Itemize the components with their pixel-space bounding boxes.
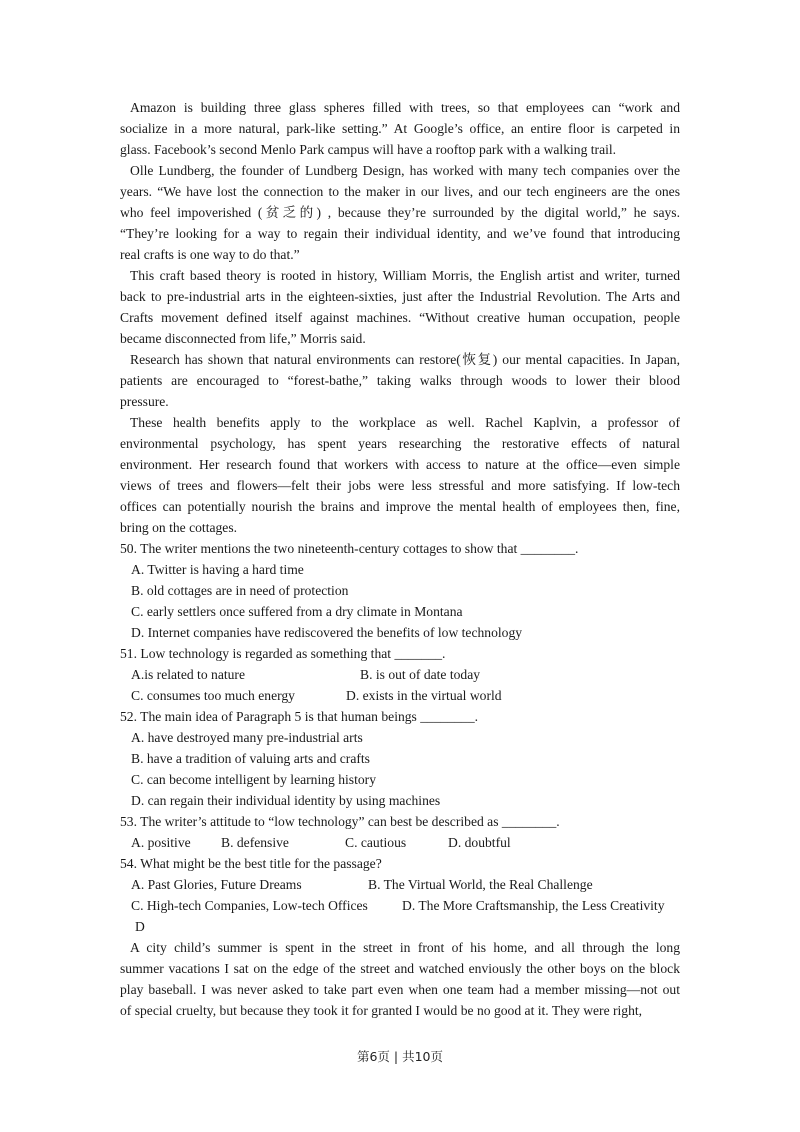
text-line: These health benefits apply to the workplace as well. Rachel Kaplvin, a professor of (130, 415, 680, 430)
paragraph (120, 160, 680, 265)
question-stem: 51. Low technology is regarded as something that _______. (120, 646, 446, 661)
option-b: B. defensive (221, 835, 289, 850)
option-d: D. exists in the virtual world (346, 688, 502, 703)
text-line: back to pre-industrial arts in the eighteen-sixties, just after the Industrial Revolution. The Arts and (120, 289, 680, 304)
text-line: Olle Lundberg, the founder of Lundberg Design, has worked with many tech companies over the (130, 163, 680, 178)
question-stem: 53. The writer’s attitude to “low technology” can best be described as ________. (120, 814, 560, 829)
section-label: D (135, 919, 145, 934)
option-a: A. positive (131, 835, 191, 850)
text-line: Amazon is building three glass spheres filled with trees, so that employees can “work and (130, 100, 680, 115)
page-number: 第6页 | 共10页 (356, 1049, 444, 1064)
text-line: Crafts movement defined itself against machines. “Without creative human occupation, people (120, 310, 680, 325)
text-line: views of trees and flowers—felt their jobs were less stressful and more satisfying. If low-tech (120, 478, 680, 493)
paragraph (120, 937, 680, 1021)
question-stem: 50. The writer mentions the two nineteenth-century cottages to show that ________. (120, 541, 579, 556)
text-line: glass. Facebook’s second Menlo Park campus will have a rooftop park with a walking trail. (120, 142, 617, 157)
text-line: bring on the cottages. (120, 520, 238, 535)
text-line: environmental psychology, has spent years researching the restorative effects of natural (120, 436, 680, 451)
option-a: A. Past Glories, Future Dreams (131, 877, 302, 892)
passage (120, 97, 680, 538)
paragraph (120, 412, 680, 538)
text-line: became disconnected from life,” Morris said. (120, 331, 366, 346)
option-d: D. Internet companies have rediscovered the benefits of low technology (131, 625, 523, 640)
text-line: Research has shown that natural environments can restore(恢复) our mental capacities. In Japan, (130, 352, 680, 367)
text-line: A city child’s summer is spent in the street in front of his home, and all through the long (130, 940, 680, 955)
paragraph (120, 349, 680, 412)
question-51 (120, 643, 680, 706)
question-54 (120, 853, 680, 916)
option-c: C. cautious (345, 835, 407, 850)
option-b: B. The Virtual World, the Real Challenge (368, 877, 593, 892)
text-line: play baseball. I was never asked to take part even when one team had a member missing—not out (120, 982, 680, 997)
option-c: C. early settlers once suffered from a dry climate in Montana (131, 604, 463, 619)
option-a: A.is related to nature (131, 667, 245, 682)
option-b: B. is out of date today (360, 667, 481, 682)
text-line: environment. Her research found that workers with access to nature at the office—even simple (120, 457, 680, 472)
passage-d (120, 937, 680, 1021)
paragraph (120, 265, 680, 349)
option-b: B. old cottages are in need of protection (131, 583, 349, 598)
option-a: A. have destroyed many pre-industrial arts (131, 730, 363, 745)
text-line: This craft based theory is rooted in history, William Morris, the English artist and writer, turned (130, 268, 680, 283)
option-a: A. Twitter is having a hard time (131, 562, 304, 577)
text-line: who feel impoverished (贫乏的) , because they’re surrounded by the digital world,” he says. (120, 205, 680, 220)
text-line: socialize in a more natural, park-like setting.” At Google’s office, an entire floor is carpeted in (120, 121, 680, 136)
option-d: D. The More Craftsmanship, the Less Creativity (402, 898, 665, 913)
text-line: offices can potentially nourish the brains and improve the mental health of employees then, fine, (120, 499, 680, 514)
option-d: D. doubtful (448, 835, 511, 850)
text-line: patients are encouraged to “forest-bathe,” taking walks through woods to lower their blood (120, 373, 680, 388)
text-line: real crafts is one way to do that.” (120, 247, 300, 262)
text-line: summer vacations I sat on the edge of the street and watched enviously the other boys on the block (120, 961, 680, 976)
document-body (120, 97, 680, 1021)
text-line: of special cruelty, but because they took it for granted I would be no good at it. They were right, (120, 1003, 643, 1018)
question-50 (120, 538, 680, 643)
question-52 (120, 706, 680, 811)
paragraph (120, 97, 680, 160)
text-line: pressure. (120, 394, 169, 409)
option-d: D. can regain their individual identity by using machines (131, 793, 441, 808)
option-c: C. consumes too much energy (131, 688, 295, 703)
option-b: B. have a tradition of valuing arts and crafts (131, 751, 370, 766)
text-line: “They’re looking for a way to regain their individual identity, and we’ve found that introducing (120, 226, 680, 241)
question-stem: 52. The main idea of Paragraph 5 is that human beings ________. (120, 709, 479, 724)
question-stem: 54. What might be the best title for the passage? (120, 856, 382, 871)
question-53 (120, 811, 680, 853)
option-c: C. can become intelligent by learning history (131, 772, 376, 787)
option-c: C. High-tech Companies, Low-tech Offices (131, 898, 368, 913)
text-line: years. “We have lost the connection to the maker in our lives, and our tech engineers are the ones (120, 184, 680, 199)
